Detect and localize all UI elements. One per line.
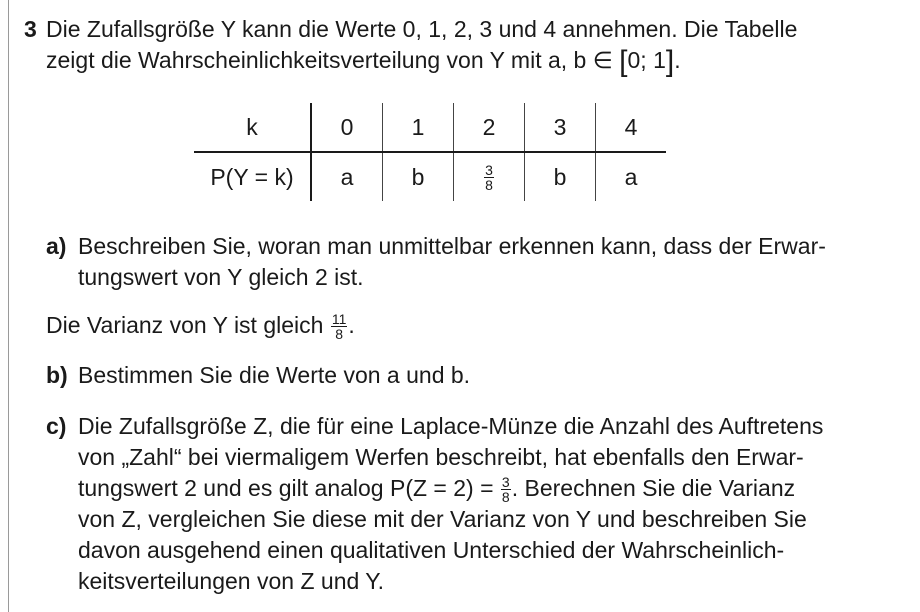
table-k-3: 3 [525, 103, 596, 152]
part-b-label: b) [46, 362, 68, 388]
task-number: 3 [24, 16, 37, 42]
table-header-row [194, 103, 666, 152]
page-margin-line [8, 0, 9, 612]
part-c-line-1 [46, 411, 906, 442]
part-b-text-1: Bestimmen Sie die Werte von a und b. [78, 362, 471, 388]
task-3 [24, 14, 904, 76]
part-c-line-6: keitsverteilungen von Z und Y. [78, 568, 385, 595]
task-intro-text-2: zeigt die Wahrscheinlichkeitsverteilung von Y mit a, b ∈ [46, 47, 620, 73]
part-c-text-3a: tungswert 2 und es gilt analog P(Z = 2) = [78, 475, 500, 501]
fraction-3-8: $\frac{3}{8}$ [485, 161, 493, 193]
table-p-1: b [383, 152, 454, 201]
table-p-4: a [596, 152, 667, 201]
interval-content: 0; 1 [627, 47, 666, 73]
table-p-3: b [525, 152, 596, 201]
variance-statement [46, 310, 355, 341]
part-b [46, 360, 906, 391]
distribution-table [194, 103, 666, 201]
part-a-line-1 [46, 231, 906, 262]
task-intro-text-1: Die Zufallsgröße Y kann die Werte 0, 1, 2, 3 und 4 annehmen. Die Tabelle [46, 16, 798, 42]
task-intro-line-1 [24, 14, 904, 45]
part-a-label: a) [46, 233, 67, 259]
part-c-line-4: von Z, vergleichen Sie diese mit der Varianz von Y und beschreiben Sie [78, 506, 807, 533]
fraction-11-8: $\frac{11}{8}$ [331, 311, 347, 343]
part-b-line-1 [46, 360, 906, 391]
part-c-text-3b: . Berechnen Sie die Varianz [511, 475, 796, 501]
part-c-text-1: Die Zufallsgröße Z, die für eine Laplace-Münze die Anzahl des Auftretens [78, 413, 824, 439]
part-a [46, 231, 906, 293]
table-row-label: P(Y = k) [194, 152, 311, 201]
intro-period: . [674, 47, 681, 73]
table-k-2: 2 [454, 103, 525, 152]
table-p-0: a [340, 163, 354, 190]
part-a-line-2: tungswert von Y gleich 2 ist. [78, 264, 364, 290]
table-k-0: 0 [311, 103, 383, 152]
interval-close-bracket: ] [665, 45, 675, 78]
table-k-4: 4 [596, 103, 667, 152]
part-c-label: c) [46, 413, 67, 439]
part-c [46, 411, 906, 597]
variance-period: . [348, 312, 355, 338]
table-header-label: k [194, 103, 311, 152]
task-intro-line-2 [24, 45, 904, 76]
part-c-line-5: davon ausgehend einen qualitativen Unterschied der Wahrscheinlich- [78, 537, 785, 564]
table-p-2 [454, 152, 525, 201]
variance-text: Die Varianz von Y ist gleich [46, 312, 330, 338]
fraction-3-8-c: $\frac{3}{8}$ [501, 474, 510, 506]
table-k-1: 1 [383, 103, 454, 152]
interval-open-bracket: [ [619, 45, 628, 78]
part-a-text-1: Beschreiben Sie, woran man unmittelbar erkennen kann, dass der Erwar- [78, 233, 826, 259]
part-c-line-3 [46, 473, 906, 504]
part-c-line-2: von „Zahl“ bei viermaligem Werfen beschreibt, hat ebenfalls den Erwar- [78, 444, 804, 470]
table-value-row [194, 152, 666, 201]
